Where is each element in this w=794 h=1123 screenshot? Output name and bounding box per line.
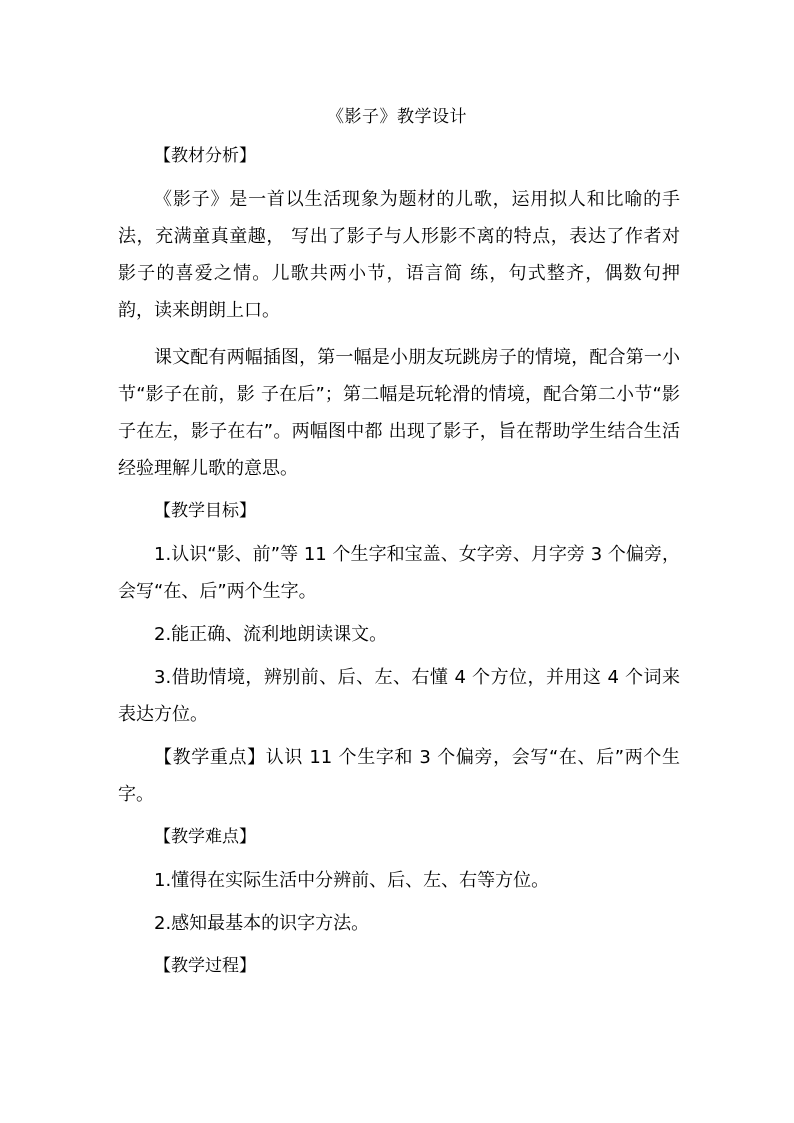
goal-item-2: 2.能正确、流利地朗读课文。 (154, 624, 388, 645)
goal-item-3: 3.借助情境，辨别前、后、左、右懂 4 个方位，并用这 4 个词来表达方位。 (118, 667, 680, 725)
key-points-text: 认识 11 个生字和 3 个偏旁，会写“在、后”两个生字。 (118, 747, 680, 805)
analysis-paragraph-1: 《影子》是一首以生活现象为题材的儿歌，运用拟人和比喻的手法，充满童真童趣， 写出了影子与人形影不离的特点，表达了作者对影子的喜爱之情。儿歌共两小节，语言简 练，句式整齐，偶数句押韵，读来朗朗上口。 (118, 189, 680, 321)
key-points-paragraph (118, 739, 680, 813)
section-heading-process: 【教学过程】 (154, 956, 256, 976)
section-heading-key-points: 【教学重点】 (154, 747, 266, 768)
section-heading-difficulties: 【教学难点】 (154, 827, 256, 847)
document-title: 《影子》教学设计 (327, 107, 467, 127)
goal-item-1: 1.认识“影、前”等 11 个生字和宝盖、女字旁、月字旁 3 个偏旁，会写“在、后”两个生字。 (118, 544, 680, 602)
difficulty-item-1: 1.懂得在实际生活中分辨前、后、左、右等方位。 (154, 870, 550, 891)
section-heading-analysis: 【教材分析】 (154, 146, 256, 166)
analysis-paragraph-2: 课文配有两幅插图，第一幅是小朋友玩跳房子的情境，配合第一小节“影子在前，影 子在后”；第二幅是玩轮滑的情境，配合第二小节“影子在左，影子在右”。两幅图中都 出现了影子，旨在帮助学生结合生活经验理解儿歌的意思。 (118, 347, 680, 479)
difficulty-item-2: 2.感知最基本的识字方法。 (154, 913, 370, 934)
section-heading-goals: 【教学目标】 (154, 501, 256, 521)
document-body (118, 138, 680, 985)
